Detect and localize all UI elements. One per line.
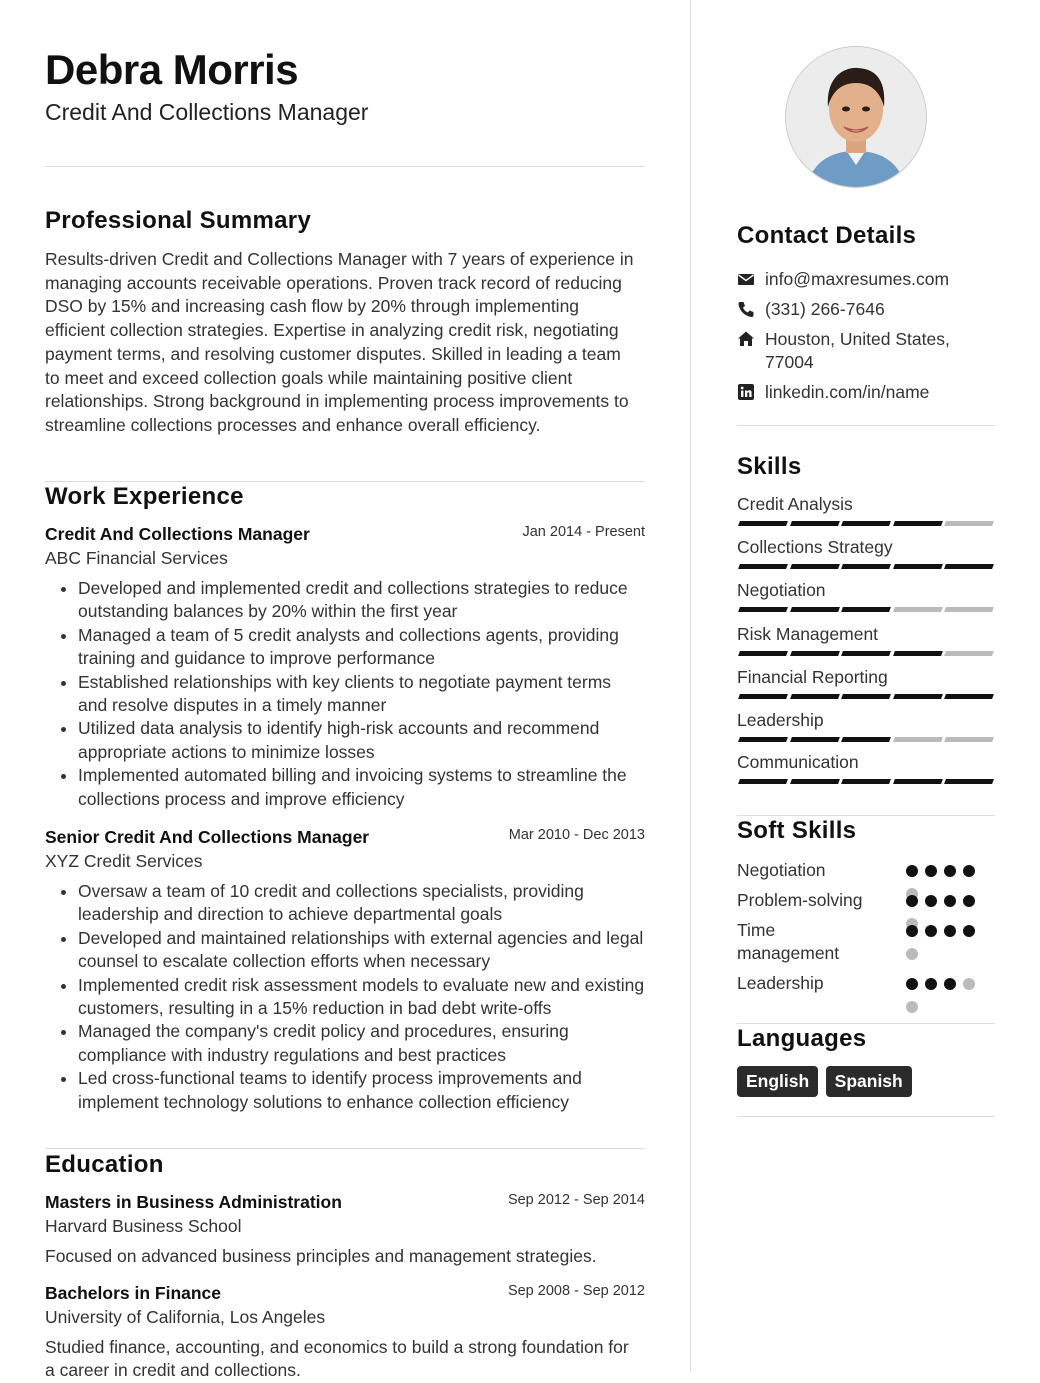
skill-level-segment (790, 737, 840, 742)
skill-level-segment (944, 564, 994, 569)
job-entry (45, 524, 645, 811)
home-icon (737, 330, 755, 348)
soft-skill-dot (925, 895, 937, 907)
skill-row (737, 667, 995, 688)
job-bullet: • Managed the company's credit policy and procedures, ensuring compliance with industry regulations and best practices (78, 1020, 645, 1067)
soft-skill-dot (906, 865, 918, 877)
job-bullets (45, 880, 645, 1114)
skill-level-segment (841, 651, 891, 656)
skill-level-segment (841, 564, 891, 569)
job-bullet: • Established relationships with key clients to negotiate payment terms and resolve disputes in a timely manner (78, 671, 645, 718)
skill-level-bar (737, 694, 993, 699)
skill-level-segment (893, 651, 943, 656)
education-header (45, 1192, 645, 1216)
skill-level-segment (893, 779, 943, 784)
soft-skill-name: Time management (737, 920, 840, 963)
skill-name: Financial Reporting (737, 667, 888, 687)
avatar-illustration (786, 47, 926, 187)
skill-name: Risk Management (737, 624, 879, 644)
contact-email-row (737, 268, 995, 292)
contact-phone-row (737, 298, 995, 322)
contact-divider (737, 425, 995, 426)
header-divider (45, 166, 645, 167)
education-degree: Masters in Business Administration (45, 1192, 342, 1212)
summary-heading: Professional Summary (45, 207, 312, 234)
job-entry (45, 827, 645, 1114)
envelope-icon (737, 270, 755, 288)
skills-divider (737, 815, 995, 816)
skill-level-segment (790, 521, 840, 526)
soft-skill-dot (963, 865, 975, 877)
skill-level-segment (944, 607, 994, 612)
skill-level-segment (944, 779, 994, 784)
soft-skill-dot (963, 895, 975, 907)
skill-level-segment (738, 779, 788, 784)
skill-level-segment (738, 694, 788, 699)
job-dates: Jan 2014 - Present (522, 524, 645, 540)
skill-row (737, 580, 995, 601)
job-bullets (45, 577, 645, 811)
skill-level-segment (841, 694, 891, 699)
skill-name: Credit Analysis (737, 494, 853, 514)
experience-heading: Work Experience (45, 483, 244, 510)
candidate-name: Debra Morris (45, 46, 299, 93)
job-bullet: • Managed a team of 5 credit analysts and collections agents, providing training and guidance to improve performance (78, 624, 645, 671)
skill-row (737, 624, 995, 645)
skill-row (737, 537, 995, 558)
languages-heading: Languages (737, 1025, 867, 1052)
summary-text: Results-driven Credit and Collections Manager with 7 years of experience in managing accounts receivable operations. Proven track record of reducing DSO by 15% and increasing cash flow by 20% through implementing efficient collection strategies. Expertise in analyzing credit risk, negotiating payment terms, and resolving customer disputes. Skilled in leading a team to meet and exceed collection goals while maintaining positive client relationships. Strong background in implementing process improvements to streamline collections processes and enhance overall efficiency. (45, 249, 634, 435)
language-badge: Spanish (826, 1066, 912, 1097)
education-entry (45, 1192, 645, 1268)
contact-linkedin-row (737, 381, 995, 405)
contact-email[interactable]: info@maxresumes.com (765, 269, 950, 289)
education-description: Studied finance, accounting, and economics to build a strong foundation for a career in credit and collections. (45, 1337, 629, 1381)
skill-level-segment (738, 564, 788, 569)
education-school: University of California, Los Angeles (45, 1307, 326, 1327)
linkedin-icon (737, 383, 755, 401)
skill-level-segment (893, 564, 943, 569)
skill-level-bar (737, 737, 993, 742)
skill-level-segment (893, 607, 943, 612)
candidate-title: Credit And Collections Manager (45, 99, 369, 125)
soft-skill-dot (944, 925, 956, 937)
job-bullet: • Oversaw a team of 10 credit and collections specialists, providing leadership and direction to achieve departmental goals (78, 880, 645, 927)
soft-skill-dot (944, 978, 956, 990)
contact-address: Houston, United States, 77004 (765, 329, 950, 372)
soft-skills-heading: Soft Skills (737, 817, 857, 844)
skill-level-segment (944, 737, 994, 742)
skill-row (737, 494, 995, 515)
skills-heading: Skills (737, 453, 802, 480)
job-header (45, 827, 645, 851)
soft-skills-divider (737, 1023, 995, 1024)
soft-skill-name: Problem-solving (737, 890, 863, 910)
skill-name: Collections Strategy (737, 537, 893, 557)
job-dates: Mar 2010 - Dec 2013 (508, 827, 645, 843)
skill-level-segment (841, 521, 891, 526)
job-role: Credit And Collections Manager (45, 524, 310, 544)
profile-photo (785, 46, 927, 188)
column-divider (690, 0, 691, 1372)
skill-level-segment (944, 521, 994, 526)
soft-skill-dot (963, 978, 975, 990)
education-dates: Sep 2008 - Sep 2012 (507, 1283, 645, 1299)
education-entry (45, 1283, 645, 1383)
job-company: ABC Financial Services (45, 548, 228, 568)
soft-skill-dot (963, 925, 975, 937)
experience-divider (45, 481, 645, 482)
education-degree: Bachelors in Finance (45, 1283, 222, 1303)
contact-address-row (737, 328, 995, 376)
skill-level-segment (738, 737, 788, 742)
skill-row (737, 752, 995, 773)
skill-level-segment (738, 651, 788, 656)
skill-level-segment (944, 651, 994, 656)
education-divider (45, 1148, 645, 1149)
soft-skill-dot (906, 925, 918, 937)
skill-level-segment (790, 694, 840, 699)
education-heading: Education (45, 1151, 164, 1178)
skill-name: Communication (737, 752, 859, 772)
contact-linkedin[interactable]: linkedin.com/in/name (765, 382, 930, 402)
skill-level-segment (790, 651, 840, 656)
skill-level-segment (893, 521, 943, 526)
skill-level-segment (790, 779, 840, 784)
skill-level-segment (790, 607, 840, 612)
education-header (45, 1283, 645, 1307)
job-company: XYZ Credit Services (45, 851, 203, 871)
education-description: Focused on advanced business principles and management strategies. (45, 1246, 597, 1266)
job-bullet: • Implemented credit risk assessment models to evaluate new and existing customers, resulting in a 15% reduction in bad debt write-offs (78, 974, 645, 1021)
soft-skill-dot (925, 978, 937, 990)
soft-skill-dot (944, 865, 956, 877)
skill-name: Leadership (737, 710, 824, 730)
skill-name: Negotiation (737, 580, 826, 600)
education-dates: Sep 2012 - Sep 2014 (507, 1192, 645, 1208)
soft-skill-dot (906, 978, 918, 990)
soft-skill-dot (906, 948, 918, 960)
contact-heading: Contact Details (737, 222, 917, 249)
skill-level-segment (944, 694, 994, 699)
education-school: Harvard Business School (45, 1216, 242, 1236)
skill-level-bar (737, 779, 993, 784)
job-role: Senior Credit And Collections Manager (45, 827, 370, 847)
skill-level-segment (841, 779, 891, 784)
skill-level-segment (893, 694, 943, 699)
skill-level-segment (841, 737, 891, 742)
soft-skill-name: Leadership (737, 973, 824, 993)
soft-skill-dot (925, 925, 937, 937)
skill-level-bar (737, 521, 993, 526)
job-bullet: • Led cross-functional teams to identify process improvements and implement technology solutions to enhance collection efficiency (78, 1067, 645, 1114)
soft-skill-dot (944, 895, 956, 907)
soft-skill-name: Negotiation (737, 860, 826, 880)
job-bullet: • Developed and maintained relationships with external agencies and legal counsel to escalate collection efforts when necessary (78, 927, 645, 974)
language-badge: English (737, 1066, 818, 1097)
job-header (45, 524, 645, 548)
soft-skill-dot (906, 895, 918, 907)
skill-level-segment (893, 737, 943, 742)
skill-level-segment (790, 564, 840, 569)
skill-level-segment (738, 521, 788, 526)
skill-level-bar (737, 607, 993, 612)
phone-icon (737, 300, 755, 318)
skill-level-bar (737, 651, 993, 656)
job-bullet: • Utilized data analysis to identify high-risk accounts and recommend appropriate actions to minimize losses (78, 717, 645, 764)
job-bullet: • Developed and implemented credit and collections strategies to reduce outstanding balances by 20% within the first year (78, 577, 645, 624)
soft-skill-dot (925, 865, 937, 877)
languages-list (737, 1066, 915, 1097)
languages-divider (737, 1116, 995, 1117)
skill-level-segment (738, 607, 788, 612)
skill-level-bar (737, 564, 993, 569)
contact-phone[interactable]: (331) 266-7646 (765, 299, 885, 319)
job-bullet: • Implemented automated billing and invoicing systems to streamline the collections process and improve efficiency (78, 764, 645, 811)
skill-row (737, 710, 995, 731)
skill-level-segment (841, 607, 891, 612)
soft-skill-dot (906, 1001, 918, 1013)
